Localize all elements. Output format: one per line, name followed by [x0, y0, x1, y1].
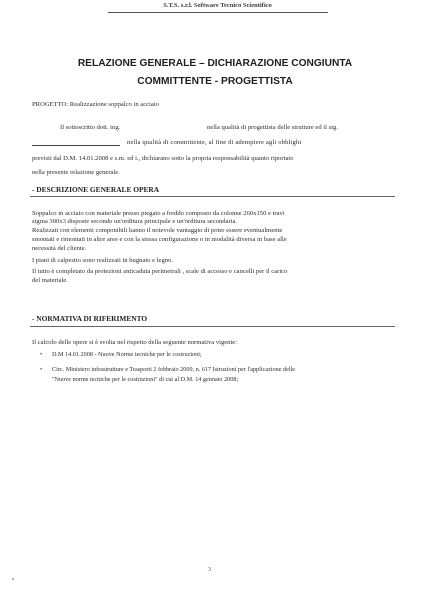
- document-title-line-2: COMMITTENTE - PROGETTISTA: [137, 76, 293, 87]
- section-divider: [30, 196, 395, 197]
- document-title-line-1: RELAZIONE GENERALE – DICHIARAZIONE CONGIUNTA: [77, 58, 353, 69]
- description-line: del materiale.: [32, 277, 68, 284]
- regulations-intro: Il calcolo delle opere si è svolta nel rispetto della seguente normativa vigente:: [32, 339, 238, 346]
- intro-line-4: nella presente relazione generale.: [32, 169, 120, 176]
- description-line: Realizzati con elementi componibili hanno il notevole vantaggio di poter essere eventualmente: [32, 227, 283, 234]
- intro-line-3: previsti dal D.M. 14.01.2008 e s.m. ed i., dichiarano sotto la propria responsabilità quanto riportato: [32, 155, 294, 162]
- regulation-item: Circ. Ministero infrastrutture e Trasporti 2 febbraio 2009, n. 617 Istruzioni per l'applicazione delle: [52, 366, 296, 373]
- project-label: PROGETTO: Realizzazione soppalco in acciaio: [32, 101, 159, 108]
- description-line: Il tutto è completato da protezioni anticaduta perimetrali , scale di accesso e cancelli per il carico: [32, 268, 288, 275]
- section-heading-regulations: - NORMATIVA DI RIFERIMENTO: [32, 314, 148, 323]
- description-line: smontati e rimontati in altre aree e con la stessa configurazione o in modalità diversa in base alle: [32, 236, 287, 243]
- description-line: Soppalco in acciaio con materiale presso piegato a freddo composto da colonne 260x150 e travi: [32, 210, 285, 217]
- header-divider: [108, 12, 328, 13]
- intro-line-1b: nella qualità di progettista delle strutture ed il sig.: [207, 124, 338, 131]
- bullet-icon: •: [40, 351, 43, 358]
- committente-blank: [32, 139, 120, 149]
- intro-line-2: nella qualità di committente, al fine di adempiere agli obblighi: [127, 139, 302, 146]
- description-line: sigma 300x3 disposte secondo un'orditura principale e un'orditura secondaria.: [32, 218, 238, 225]
- bullet-icon: •: [40, 366, 43, 373]
- signature-blank: [32, 139, 120, 146]
- regulation-item-continuation: "Nuove norme tecniche per le costruzioni" di cui al D.M. 14 gennaio 2008;: [52, 376, 239, 383]
- regulation-item: D.M 14.01.2008 - Nuove Norme tecniche per le costruzioni;: [52, 351, 202, 358]
- description-line: necessità del cliente.: [32, 245, 87, 252]
- section-heading-description: - DESCRIZIONE GENERALE OPERA: [32, 185, 160, 194]
- company-header: S.T.S. s.r.l. Software Tecnico Scientifico: [163, 2, 272, 9]
- page-number: 3: [208, 567, 211, 573]
- intro-line-1a: Il sottoscritto dott. ing.: [60, 124, 121, 131]
- description-line: I piani di calpestio sono realizzati in bugnato e legno.: [32, 257, 173, 264]
- scan-speck: [12, 578, 14, 580]
- section-divider: [30, 326, 395, 327]
